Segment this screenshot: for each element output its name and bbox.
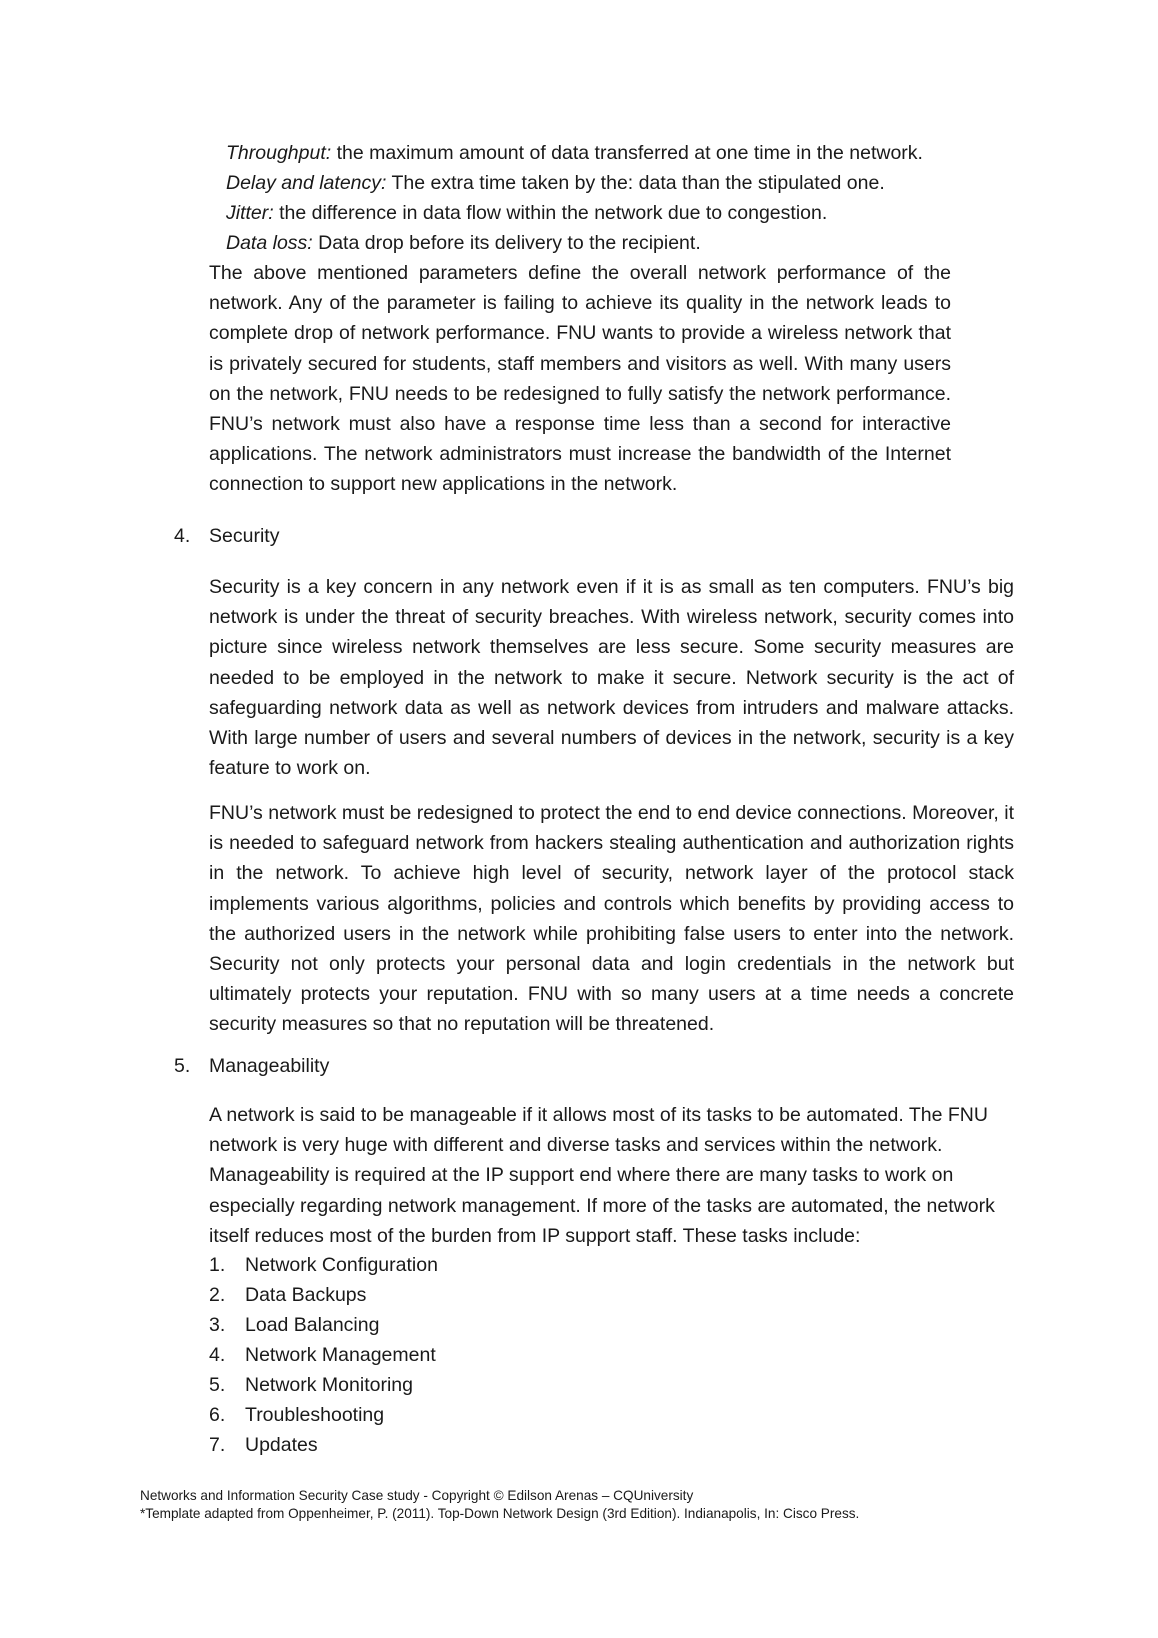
security-paragraph-2: FNU’s network must be redesigned to protect the end to end device connections. Moreover, it is needed to safeguard network from hackers stealing authentication and authorization rights in the network. To achieve high level of security, network layer of the protocol stack implements various algorithms, policies and controls which benefits by providing access to the authorized users in the network while prohibiting false users to enter into the network. Security not only protects your personal data and login credentials in the network but ultimately protects your reputation. FNU with so many users at a time needs a concrete security measures so that no reputation will be threatened.	[209, 802, 1014, 1036]
list-item-label: Data Backups	[245, 1284, 367, 1306]
list-item-number: 6.	[209, 1404, 226, 1426]
list-item-label: Load Balancing	[245, 1314, 380, 1336]
security-heading	[174, 521, 474, 551]
definition-term: Data loss:	[226, 232, 313, 254]
definition-term: Throughput:	[226, 142, 332, 164]
definition-delay-latency	[226, 168, 885, 198]
list-item	[209, 1310, 609, 1340]
list-item-label: Network Configuration	[245, 1254, 438, 1276]
list-item-number: 2.	[209, 1284, 226, 1306]
security-title: Security	[209, 525, 280, 547]
footer-template-credit: *Template adapted from Oppenheimer, P. (2011). Top-Down Network Design (3rd Edition). Indianapolis, In: Cisco Press.	[140, 1506, 860, 1521]
performance-paragraph: The above mentioned parameters define the overall network performance of the network. Any of the parameter is failing to achieve its quality in the network leads to complete drop of network performance. FNU wants to provide a wireless network that is privately secured for students, staff members and visitors as well. With many users on the network, FNU needs to be redesigned to fully satisfy the network performance. FNU’s network must also have a response time less than a second for interactive applications. The network administrators must increase the bandwidth of the Internet connection to support new applications in the network.	[209, 262, 951, 496]
security-paragraph-1: Security is a key concern in any network even if it is as small as ten computers. FNU’s big network is under the threat of security breaches. With wireless network, security comes into picture since wireless network themselves are less secure. Some security measures are needed to be employed in the network to make it secure. Network security is the act of safeguarding network data as well as network devices from intruders and malware attacks. With large number of users and several numbers of devices in the network, security is a key feature to work on.	[209, 576, 1014, 780]
list-item-number: 4.	[209, 1344, 226, 1366]
list-item-label: Network Management	[245, 1344, 436, 1366]
definition-text: Data drop before its delivery to the recipient.	[312, 232, 701, 254]
definition-data-loss	[226, 228, 701, 258]
manageability-number: 5.	[174, 1055, 191, 1077]
manageability-task-list	[209, 1250, 609, 1460]
definition-jitter	[226, 198, 827, 228]
list-item	[209, 1370, 609, 1400]
list-item-label: Troubleshooting	[245, 1404, 385, 1426]
definition-term: Delay and latency:	[226, 172, 387, 194]
list-item-number: 1.	[209, 1254, 226, 1276]
definition-text: the maximum amount of data transferred at one time in the network.	[331, 142, 923, 164]
footer-copyright: Networks and Information Security Case study - Copyright © Edilson Arenas – CQUniversity	[140, 1488, 694, 1503]
definition-throughput	[226, 138, 923, 168]
definition-text: the difference in data flow within the network due to congestion.	[273, 202, 828, 224]
list-item	[209, 1250, 609, 1280]
definition-text: The extra time taken by the: data than the stipulated one.	[386, 172, 885, 194]
list-item	[209, 1400, 609, 1430]
list-item-label: Updates	[245, 1434, 318, 1456]
list-item	[209, 1340, 609, 1370]
list-item	[209, 1280, 609, 1310]
list-item-number: 5.	[209, 1374, 226, 1396]
definition-term: Jitter:	[226, 202, 274, 224]
security-number: 4.	[174, 525, 191, 547]
manageability-paragraph: A network is said to be manageable if it allows most of its tasks to be automated. The FNU network is very huge with different and diverse tasks and services within the network. Manageability is required at the IP support end where there are many tasks to work on especially regarding network management. If more of the tasks are automated, the network itself reduces most of the burden from IP support staff. These tasks include:	[209, 1104, 995, 1247]
list-item-number: 7.	[209, 1434, 226, 1456]
manageability-heading	[174, 1051, 474, 1081]
list-item-number: 3.	[209, 1314, 226, 1336]
list-item	[209, 1430, 609, 1460]
list-item-label: Network Monitoring	[245, 1374, 413, 1396]
manageability-title: Manageability	[209, 1055, 330, 1077]
